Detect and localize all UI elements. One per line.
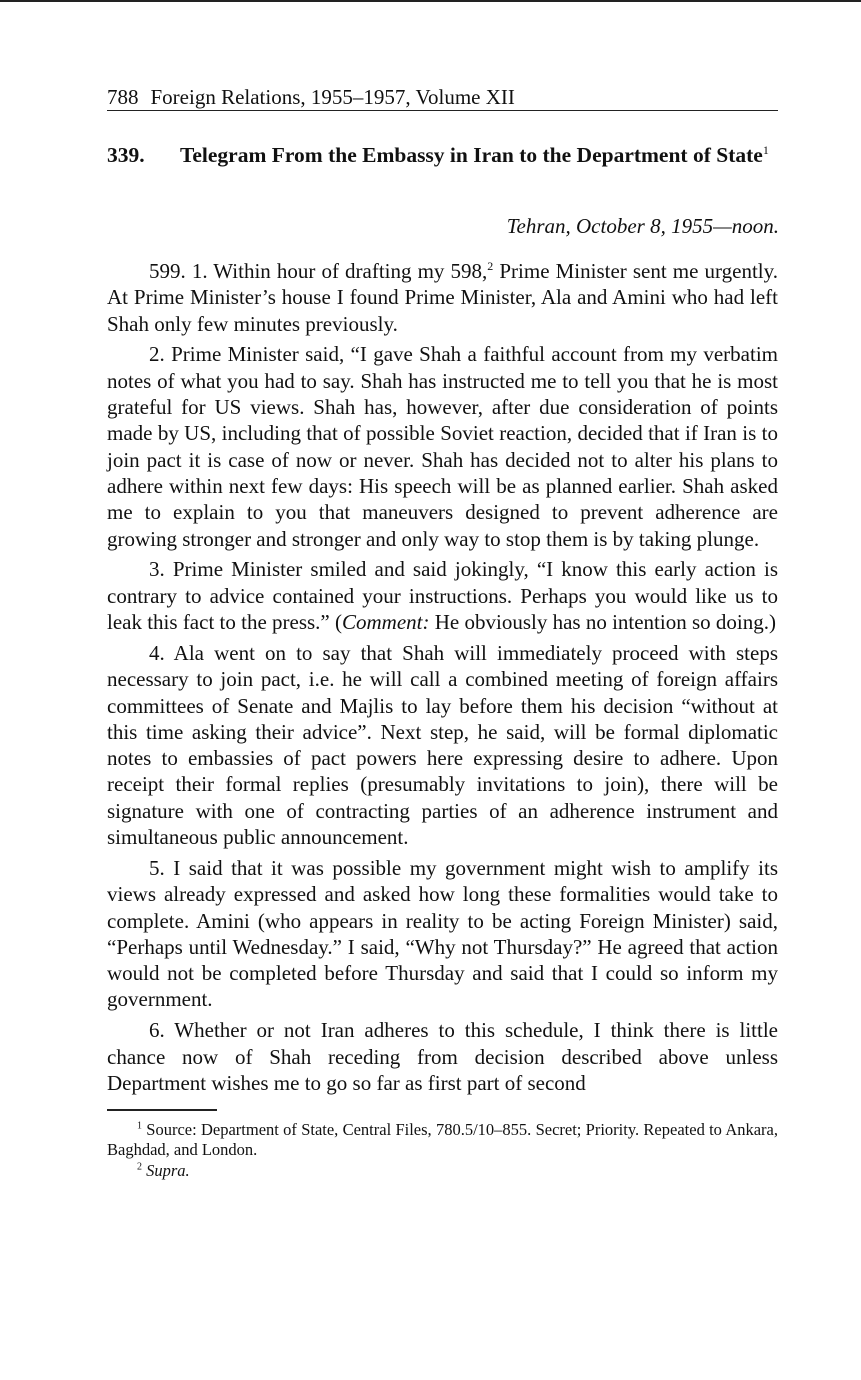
running-head	[107, 84, 778, 111]
document-title	[180, 143, 769, 167]
paragraph-1-text-a: 599. 1. Within hour of drafting my 598,	[149, 259, 488, 283]
paragraph-5: 5. I said that it was possible my government might wish to amplify its views already expressed and asked how long these formalities would take to complete. Amini (who appears in reality to be acting Foreign Minister) said, “Perhaps until Wednesday.” I said, “Why not Thursday?” He agreed that action would not be completed before Thursday and said that I could so inform my government.	[107, 855, 778, 1012]
paragraph-3	[107, 556, 778, 635]
paragraph-6: 6. Whether or not Iran adheres to this schedule, I think there is little chance now of Shah receding from decision described above unless Department wishes me to go so far as first part of second	[107, 1018, 778, 1095]
paragraph-2: 2. Prime Minister said, “I gave Shah a faithful account from my verbatim notes of what you had to say. Shah has instructed me to tell you that he is most grateful for US views. Shah has, however, after due consideration of points made by US, including that of possible Soviet reaction, decided that if Iran is to join pact it is case of now or never. Shah has decided not to alter his plans to adhere within next few days: His speech will be as planned earlier. Shah asked me to explain to you that maneuvers designed to prevent adherence are growing stronger and stronger and only way to stop them is by taking plunge.	[107, 342, 778, 551]
footnote-ref-1: 1	[762, 142, 769, 157]
paragraph-1	[107, 258, 778, 337]
comment-label: Comment:	[342, 610, 430, 635]
footnotes	[107, 1120, 778, 1182]
document-heading	[107, 143, 778, 167]
footnote-2-text: Supra.	[146, 1160, 190, 1180]
document-number: 339.	[107, 143, 145, 167]
document-title-text: Telegram From the Embassy in Iran to the Department of State	[180, 143, 763, 167]
paragraph-1-text-b: Prime Minister sent me urgently. At Prime Minister’s house I found Prime Minister, Ala and Amini who had left Shah only few minutes previously.	[107, 259, 778, 336]
dateline: Tehran, October 8, 1955—noon.	[506, 214, 779, 238]
volume-title: Foreign Relations, 1955–1957, Volume XII	[150, 85, 515, 109]
footnote-2	[107, 1161, 778, 1182]
paragraph-3-text-b: He obviously has no intention so doing.)	[429, 610, 776, 635]
page-number: 788	[107, 85, 139, 109]
footnote-ref-2: 2	[487, 259, 494, 273]
footnote-separator	[107, 1109, 217, 1111]
footnote-2-mark: 2	[137, 1161, 142, 1173]
telegram-body	[107, 258, 778, 1096]
paragraph-3-text-a: 3. Prime Minister smiled and said jokingly, “I know this early action is contrary to advice contained your instructions. Perhaps you would like us to leak this fact to the press.” (	[107, 557, 778, 635]
footnote-1	[107, 1120, 778, 1161]
top-border-line	[0, 0, 861, 2]
footnote-1-mark: 1	[137, 1120, 142, 1132]
paragraph-4: 4. Ala went on to say that Shah will immediately proceed with steps necessary to join pact, i.e. he will call a combined meeting of foreign affairs committees of Senate and Majlis to lay before them his decision “without at this time asking their advice”. Next step, he said, will be formal diplomatic notes to embassies of pact powers here expressing desire to adhere. Upon receipt their formal replies (presumably invitations to join), there will be signature with one of contracting parties of an adherence instrument and simultaneous public announcement.	[107, 640, 778, 850]
footnote-1-text: Source: Department of State, Central Files, 780.5/10–855. Secret; Priority. Repeated to Ankara, Baghdad, and London.	[107, 1119, 778, 1160]
document-page	[107, 84, 778, 1181]
